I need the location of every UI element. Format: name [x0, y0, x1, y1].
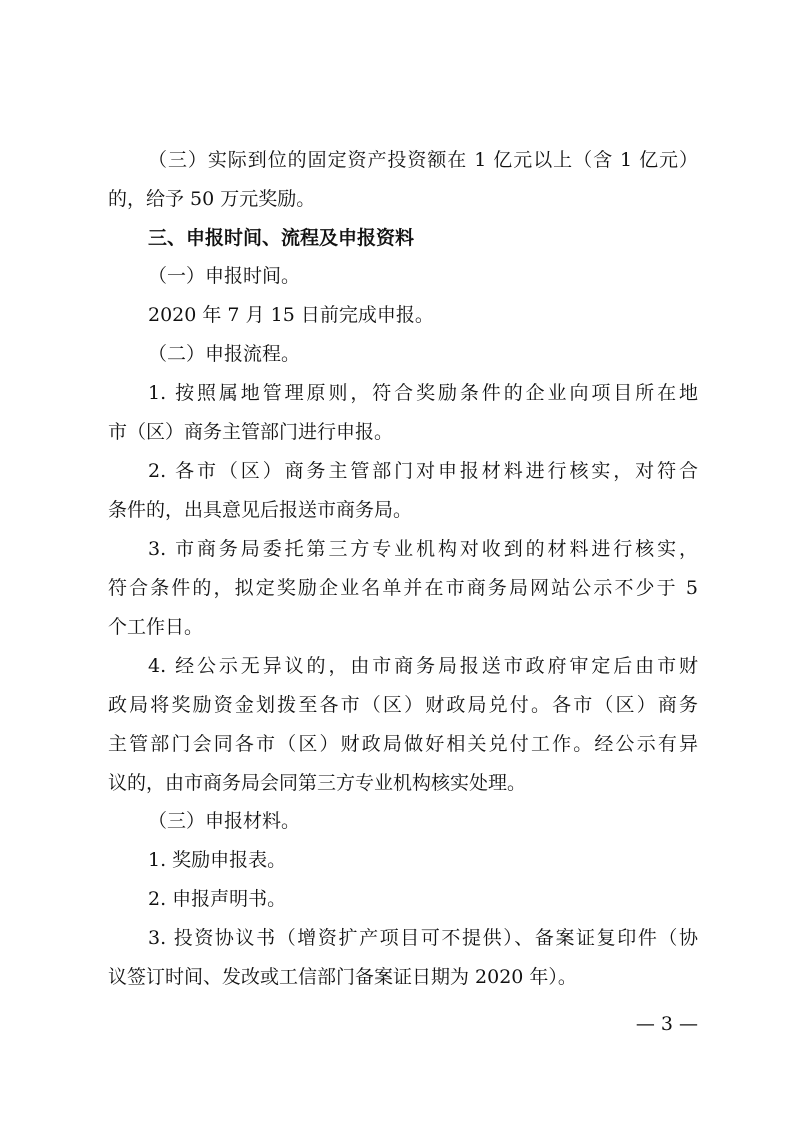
step-3-line-1: 3. 市商务局委托第三方专业机构对收到的材料进行核实， [148, 538, 698, 560]
subheading-declaration-materials: （三）申报材料。 [148, 810, 301, 832]
declaration-deadline: 2020 年 7 月 15 日前完成申报。 [148, 304, 434, 326]
step-4-line-3: 主管部门会同各市（区）财政局做好相关兑付工作。经公示有异 [108, 733, 698, 755]
step-3-line-3: 个工作日。 [108, 616, 204, 638]
step-1-line-1: 1. 按照属地管理原则，符合奖励条件的企业向项目所在地 [148, 382, 698, 404]
material-3-line-1: 3. 投资协议书（增资扩产项目可不提供）、备案证复印件（协 [148, 927, 698, 949]
section-heading-3: 三、申报时间、流程及申报资料 [148, 227, 415, 249]
subheading-declaration-time: （一）申报时间。 [148, 265, 301, 287]
page-number: — 3 — [635, 1013, 698, 1035]
material-2: 2. 申报声明书。 [148, 888, 287, 910]
step-4-line-4: 议的，由市商务局会同第三方专业机构核实处理。 [108, 772, 527, 794]
step-2-line-1: 2. 各市（区）商务主管部门对申报材料进行核实，对符合 [148, 460, 698, 482]
material-1: 1. 奖励申报表。 [148, 849, 287, 871]
step-1-line-2: 市（区）商务主管部门进行申报。 [108, 421, 394, 443]
step-2-line-2: 条件的，出具意见后报送市商务局。 [108, 499, 413, 521]
step-3-line-2: 符合条件的，拟定奖励企业名单并在市商务局网站公示不少于 5 [108, 577, 698, 599]
para-3-line-2: 的，给予 50 万元奖励。 [108, 188, 316, 210]
subheading-declaration-process: （二）申报流程。 [148, 343, 301, 365]
step-4-line-2: 政局将奖励资金划拨至各市（区）财政局兑付。各市（区）商务 [108, 694, 698, 716]
para-3-line-1: （三）实际到位的固定资产投资额在 1 亿元以上（含 1 亿元） [148, 149, 698, 171]
step-4-line-1: 4. 经公示无异议的，由市商务局报送市政府审定后由市财 [148, 655, 698, 677]
material-3-line-2: 议签订时间、发改或工信部门备案证日期为 2020 年）。 [108, 966, 577, 988]
